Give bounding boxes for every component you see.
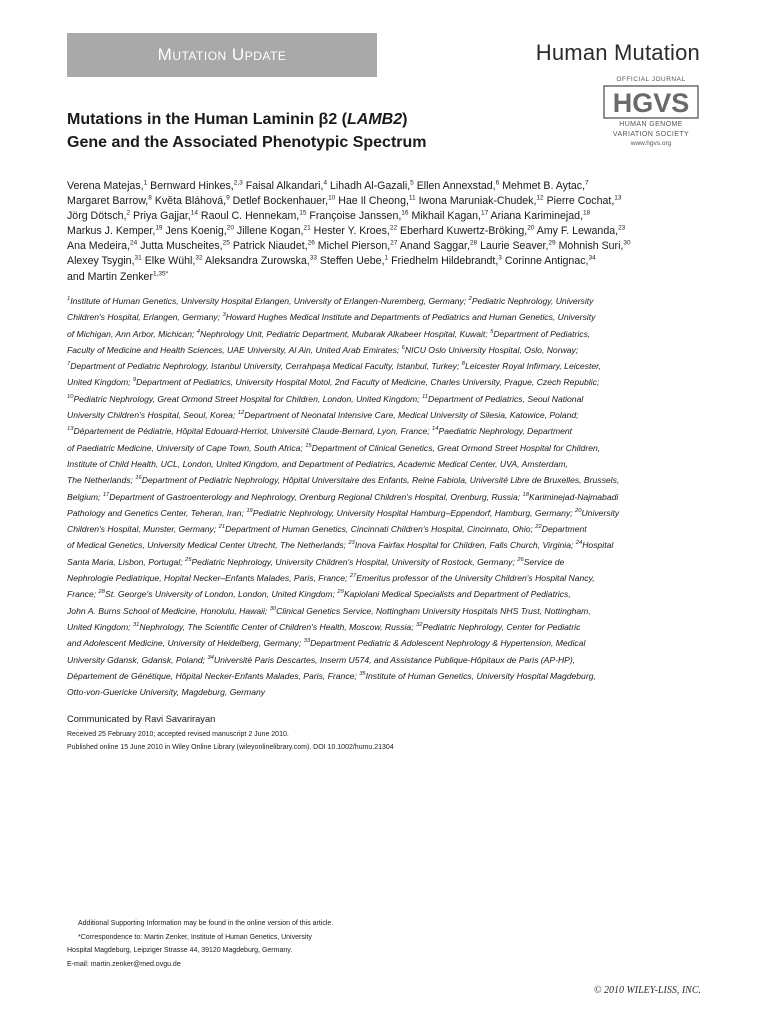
author-name: Ariana Kariminejad, xyxy=(488,210,584,223)
affiliation-text: of Michigan, Ann Arbor, Michican; xyxy=(67,328,197,339)
title-line1-pre: Mutations in the Human Laminin β2 ( xyxy=(67,111,347,128)
author-affiliation-marker: 9 xyxy=(226,194,230,202)
affiliation-text: Children's Hospital, Erlangen, Germany; xyxy=(67,312,223,323)
affiliation-number: 8 xyxy=(461,361,465,368)
author-name: Steffen Uebe, xyxy=(316,255,385,268)
author-name: Verena Matejas, xyxy=(67,180,144,192)
correspondence-line2: Hospital Magdeburg, Leipziger Strasse 44, 39120 Magdeburg, Germany. xyxy=(67,947,293,954)
affiliation-number: 25 xyxy=(185,556,192,563)
author-affiliation-marker: 1 xyxy=(384,254,389,262)
author-affiliation-marker: 31 xyxy=(134,254,142,262)
affiliation-text: Nephrology, The Scientific Center of Children's Health, Moscow, Russia; xyxy=(139,621,416,632)
author-name: Friedhelm Hildebrandt, xyxy=(388,255,499,268)
author-affiliation-marker: 34 xyxy=(588,254,596,262)
author-affiliation-marker: 4 xyxy=(323,179,328,187)
affiliation-text: United Kingdom; xyxy=(67,621,133,632)
author-name: Amy F. Lewanda, xyxy=(534,225,619,238)
affiliation-line xyxy=(67,603,707,619)
affiliation-line xyxy=(67,407,707,423)
author-affiliation-marker: 2 xyxy=(126,209,131,217)
affiliation-number: 13 xyxy=(67,426,74,433)
author-line xyxy=(67,270,707,285)
author-affiliation-marker: 16 xyxy=(401,209,409,217)
affiliation-text: University Gdansk, Gdansk, Poland; xyxy=(67,654,208,665)
affiliation-line xyxy=(67,342,707,358)
affiliation-text: Emeritus professor of the University Children's Hospital Nancy, xyxy=(356,573,595,584)
published-online: Published online 15 June 2010 in Wiley Online Library (wileyonlinelibrary.com). DOI 10.1002/humu.21304 xyxy=(67,743,394,751)
correspondence-email[interactable]: E-mail: martin.zenker@med.ovgu.de xyxy=(67,960,181,968)
correspondence-line1: *Correspondence to: Martin Zenker, Institute of Human Genetics, University xyxy=(78,933,312,941)
affiliation-text: Children's Hospital, Munster, Germany; xyxy=(67,524,219,535)
affiliation-text: Department of Pediatric Nephrology, Hôpital Universitaire des Enfants, Reine Fabiola, Université Libre de Bruxelles, Brussels, xyxy=(141,475,620,486)
affiliation-line xyxy=(67,456,707,472)
affiliation-line xyxy=(67,668,707,684)
affiliation-text: Inova Fairfax Hospital for Children, Falls Church, Virginia; xyxy=(354,540,576,551)
author-affiliation-marker: 19 xyxy=(155,224,163,232)
author-name: Priya Gajjar, xyxy=(130,210,191,223)
affiliation-text: Department xyxy=(541,524,587,535)
affiliation-number: 1 xyxy=(67,296,71,303)
affiliation-number: 34 xyxy=(207,654,214,661)
affiliation-text: Faculty of Medicine and Health Sciences, UAE University, Al Ain, United Arab Emirates; xyxy=(67,344,402,355)
author-affiliation-marker: 5 xyxy=(410,179,414,187)
affiliation-text: Service de xyxy=(523,556,565,567)
author-name: Alexey Tsygin, xyxy=(67,255,135,268)
affiliation-number: 10 xyxy=(67,393,74,400)
journal-name: Human Mutation xyxy=(535,40,700,65)
author-name: Françoise Janssen, xyxy=(306,210,402,223)
author-name: Anand Saggar, xyxy=(397,240,470,253)
affiliation-text: The Netherlands; xyxy=(67,475,136,486)
affiliation-text: Department Pediatric & Adolescent Nephrology & Hypertension, Medical xyxy=(310,638,586,649)
affiliation-text: Howard Hughes Medical Institute and Departments of Pediatrics and Human Genetics, University xyxy=(225,312,596,323)
affiliation-line xyxy=(67,391,707,407)
author-name: Margaret Barrow, xyxy=(67,195,149,208)
author-name: Patrick Niaudet, xyxy=(229,240,308,253)
affiliation-line xyxy=(67,326,707,342)
affiliation-number: 22 xyxy=(535,524,542,531)
supporting-info-note: Additional Supporting Information may be found in the online version of this article. xyxy=(78,920,334,927)
author-affiliation-marker: 14 xyxy=(190,209,198,217)
affiliation-text: Institute of Child Health, UCL, London, United Kingdom, and Department of Pediatrics, Academic Medical Center, UVA, Amsterdam, xyxy=(67,458,568,469)
affiliation-number: 27 xyxy=(349,573,357,580)
title-line2: Gene and the Associated Phenotypic Spectrum xyxy=(67,134,427,151)
author-affiliation-marker: 8 xyxy=(148,194,152,202)
affiliation-text: France; xyxy=(67,589,99,600)
affiliation-number: 21 xyxy=(218,524,226,531)
received-date: Received 25 February 2010; accepted revised manuscript 2 June 2010. xyxy=(67,731,289,738)
affiliation-number: 4 xyxy=(196,328,200,335)
section-banner xyxy=(67,33,377,77)
author-affiliation-marker: 29 xyxy=(548,239,556,247)
logo-society-line1: HUMAN GENOME xyxy=(619,121,683,128)
affiliation-number: 30 xyxy=(269,605,277,612)
affiliation-number: 6 xyxy=(401,345,405,352)
author-name: Mehmet B. Aytac, xyxy=(499,180,586,192)
affiliation-number: 12 xyxy=(237,410,245,417)
affiliation-number: 19 xyxy=(246,508,253,514)
hgvs-logo xyxy=(598,76,704,160)
affiliation-line xyxy=(67,537,707,553)
author-name: Jutta Muscheites, xyxy=(137,240,223,253)
publication-dates xyxy=(67,729,394,754)
author-name: Lihadh Al-Gazali, xyxy=(327,180,411,192)
affiliation-line xyxy=(67,374,707,390)
affiliation-number: 29 xyxy=(337,589,344,596)
author-name: Pierre Cochat, xyxy=(543,195,615,208)
affiliation-number: 16 xyxy=(135,475,142,482)
affiliation-line xyxy=(67,358,707,374)
author-name: Jens Koenig, xyxy=(162,225,227,238)
affiliation-number: 11 xyxy=(422,393,429,400)
affiliation-line xyxy=(67,554,707,570)
affiliation-number: 18 xyxy=(522,491,529,498)
affiliation-text: Department of Gastroenterology and Nephrology, Orenburg Regional Children's Hospital, Orenburg, Russia; xyxy=(109,491,523,502)
affiliation-text: Santa Maria, Lisbon, Portugal; xyxy=(67,556,185,567)
affiliation-text: Pathology and Genetics Center, Teheran, Iran; xyxy=(67,507,247,518)
author-affiliation-marker: 15 xyxy=(299,209,307,217)
affiliation-text: Pediatric Nephrology, University Hospital Hamburg–Eppendorf, Hamburg, Germany; xyxy=(252,507,576,518)
author-line xyxy=(67,179,707,194)
affiliation-text: Pediatric Nephrology, Center for Pediatric xyxy=(422,621,581,632)
author-affiliation-marker: 23 xyxy=(618,224,626,232)
author-name: Mikhail Kagan, xyxy=(408,210,481,223)
affiliation-text: Hospital xyxy=(582,540,614,551)
copyright: © 2010 WILEY-LISS, INC. xyxy=(593,985,701,996)
affiliation-number: 24 xyxy=(575,540,583,547)
affiliation-line xyxy=(67,489,707,505)
author-name: Bernward Hinkes, xyxy=(147,180,234,192)
affiliation-number: 23 xyxy=(348,540,355,547)
affiliation-line xyxy=(67,505,707,521)
affiliation-number: 31 xyxy=(132,622,140,629)
affiliation-line xyxy=(67,293,707,309)
title-gene: LAMB2 xyxy=(347,111,403,128)
affiliation-text: Institute of Human Genetics, University Hospital Magdeburg, xyxy=(365,670,596,681)
author-name: Iwona Maruniak-Chudek, xyxy=(415,195,537,208)
affiliation-line xyxy=(67,440,707,456)
author-line xyxy=(67,224,707,239)
affiliation-line xyxy=(67,472,707,488)
author-affiliation-marker: 20 xyxy=(527,224,535,232)
affiliation-text: of Medical Genetics, University Medical Center Utrecht, The Netherlands; xyxy=(67,540,349,551)
affiliation-line xyxy=(67,684,707,700)
affiliation-text: University xyxy=(581,507,620,518)
author-name: Elke Wühl, xyxy=(141,255,196,268)
author-affiliation-marker: 27 xyxy=(390,239,398,247)
affiliation-number: 3 xyxy=(222,312,226,319)
author-name: Jillene Kogan, xyxy=(233,225,304,238)
affiliation-text: Department of Neonatal Intensive Care, Medical University of Silesia, Katowice, Poland; xyxy=(244,410,579,421)
affiliation-text: Pediatric Nephrology, University Children's Hospital, University of Rostock, Germany; xyxy=(191,556,518,567)
author-name: Detlef Bockenhauer, xyxy=(229,195,329,208)
affiliation-text: Department of Pediatrics, Seoul National xyxy=(428,393,584,404)
author-affiliation-marker: 32 xyxy=(195,254,203,262)
author-affiliation-marker: 21 xyxy=(303,224,311,232)
affiliation-line xyxy=(67,652,707,668)
author-line xyxy=(67,254,707,269)
affiliation-text: Paediatric Nephrology, Department xyxy=(438,426,573,437)
affiliation-text: Leicester Royal Infirmary, Leicester, xyxy=(464,361,601,372)
affiliation-text: Otto-von-Guericke University, Magdeburg, Germany xyxy=(67,687,266,698)
author-affiliation-marker: 20 xyxy=(226,224,234,232)
affiliation-number: 7 xyxy=(67,361,71,368)
author-line xyxy=(67,209,707,224)
affiliation-text: Kapiolani Medical Specialists and Department of Pediatrics, xyxy=(343,589,571,600)
author-affiliation-marker: 10 xyxy=(328,194,336,202)
author-name: Laurie Seaver, xyxy=(477,240,549,253)
author-affiliation-marker: 33 xyxy=(309,254,317,262)
author-affiliation-marker: 3 xyxy=(498,254,502,262)
affiliation-text: Belgium; xyxy=(67,491,103,502)
author-affiliation-marker: 11 xyxy=(408,194,416,202)
affiliation-number: 17 xyxy=(102,491,110,498)
author-name: Corinne Antignac, xyxy=(501,255,589,268)
author-affiliation-marker: 25 xyxy=(222,239,230,247)
affiliation-text: Department of Pediatrics, University Hospital Motol, 2nd Faculty of Medicine, Charles University, Prague, Czech Republic; xyxy=(136,377,600,388)
author-name: Hester Y. Kroes, xyxy=(310,225,390,238)
affiliation-number: 28 xyxy=(98,589,105,596)
affiliation-text: Nephrology Unit, Pediatric Department, Mubarak Alkabeer Hospital, Kuwait; xyxy=(200,328,491,339)
author-name: Mohnish Suri, xyxy=(555,240,624,253)
affiliation-line xyxy=(67,619,707,635)
author-affiliation-marker: 1 xyxy=(143,179,148,187)
author-affiliation-marker: 6 xyxy=(495,179,500,187)
affiliation-number: 9 xyxy=(132,377,137,384)
author-affiliation-marker: 26 xyxy=(307,239,315,247)
affiliation-line xyxy=(67,423,707,439)
author-name: Ana Medeira, xyxy=(67,240,131,253)
hgvs-logo-icon xyxy=(603,85,699,119)
affiliation-text: Pediatric Nephrology, Great Ormond Street Hospital for Children, London, United Kingdom; xyxy=(73,393,422,404)
affiliation-text: Département de Génétique, Hôpital Necker-Enfants Malades, Paris, France; xyxy=(67,670,360,681)
affiliation-text: Department of Pediatric Nephrology, Istanbul University, Cerrahpaşa Medical Faculty, Istanbul, Turkey; xyxy=(70,361,462,372)
author-affiliation-marker: 22 xyxy=(389,224,398,232)
author-line xyxy=(67,239,707,254)
affiliation-text: Département de Pédiatrie, Hôpital Edouard-Herriot, Université Claude-Bernard, Lyon, France; xyxy=(73,426,433,437)
affiliation-number: 26 xyxy=(517,556,524,563)
affiliation-text: of Paediatric Medicine, University of Cape Town, South Africa; xyxy=(67,442,306,453)
affiliation-text: Clinical Genetics Service, Nottingham University Hospitals NHS Trust, Nottingham, xyxy=(276,605,591,616)
author-line xyxy=(67,194,707,209)
logo-official-label: OFFICIAL JOURNAL xyxy=(616,76,686,83)
author-name: Markus J. Kemper, xyxy=(67,225,156,238)
affiliation-number: 2 xyxy=(468,296,472,303)
author-affiliation-marker: 7 xyxy=(585,179,589,187)
logo-society-line2: VARIATION SOCIETY xyxy=(612,131,690,138)
affiliation-line xyxy=(67,635,707,651)
author-affiliation-marker: 12 xyxy=(536,194,544,202)
author-name: Aleksandra Zurowska, xyxy=(202,255,310,268)
author-affiliation-marker: 30 xyxy=(623,239,631,247)
affiliation-text: Pediatric Nephrology, University xyxy=(471,296,594,306)
logo-mark-text: HGVS xyxy=(612,88,690,118)
affiliation-number: 32 xyxy=(415,622,423,629)
footnotes xyxy=(67,917,467,971)
title-line1-post: ) xyxy=(402,111,408,128)
affiliation-number: 20 xyxy=(575,508,582,514)
affiliation-text: Department of Pediatrics, xyxy=(493,328,591,339)
affiliation-text: Nephrologie Pediatrique, Hopital Necker–Enfants Malades, Paris, France; xyxy=(67,573,350,584)
affiliation-line xyxy=(67,521,707,537)
affiliation-text: Department of Clinical Genetics, Great Ormond Street Hospital for Children, xyxy=(311,442,601,453)
author-affiliation-marker: 13 xyxy=(614,194,622,202)
logo-url: www.hgvs.org xyxy=(630,140,672,147)
section-label: Mutation Update xyxy=(157,45,287,64)
author-affiliation-marker: 24 xyxy=(130,239,138,247)
affiliation-number: 33 xyxy=(303,638,311,645)
author-affiliation-marker: 18 xyxy=(583,209,591,217)
affiliation-number: 14 xyxy=(432,426,439,433)
author-affiliation-marker: 28 xyxy=(469,239,478,247)
affiliation-line xyxy=(67,309,707,325)
author-name: Hae Il Cheong, xyxy=(335,195,409,208)
communicated-by: Communicated by Ravi Savarirayan xyxy=(67,714,216,724)
affiliation-number: 15 xyxy=(305,442,312,449)
affiliation-text: University Children's Hospital, Seoul, Korea; xyxy=(67,410,238,421)
author-name: Ellen Annexstad, xyxy=(413,180,496,192)
author-affiliation-marker: 17 xyxy=(480,209,489,217)
author-list xyxy=(67,179,707,285)
affiliation-text: and Adolescent Medicine, University of Heidelberg, Germany; xyxy=(67,638,304,649)
affiliation-text: John A. Burns School of Medicine, Honolulu, Hawaii; xyxy=(67,605,270,616)
author-name: Faisal Alkandari, xyxy=(242,180,324,192)
author-name: Raoul C. Hennekam, xyxy=(197,210,300,223)
affiliation-text: Kariminejad-Najmabadi xyxy=(528,491,619,502)
affiliation-text: Department of Human Genetics, Cincinnati Children's Hospital, Cincinnato, Ohio; xyxy=(225,524,536,535)
author-affiliation-marker: 2,3 xyxy=(233,179,243,187)
author-affiliation-marker: 1,35* xyxy=(152,270,169,278)
affiliation-number: 35 xyxy=(359,670,366,677)
affiliation-number: 5 xyxy=(490,328,494,335)
affiliation-text: United Kingdom; xyxy=(67,377,133,388)
affiliation-text: St. George's University of London, London, United Kingdom; xyxy=(104,589,338,600)
affiliation-list xyxy=(67,293,707,700)
affiliation-text: Université Paris Descartes, Inserm U574, and Assistance Publique-Hôpitaux de Paris (AP-HP), xyxy=(213,654,576,665)
article-title xyxy=(67,108,567,154)
author-name: Květa Bláhová, xyxy=(151,195,227,208)
affiliation-line xyxy=(67,586,707,602)
affiliation-text: NICU Oslo University Hospital, Oslo, Norway; xyxy=(404,344,579,355)
author-name: and Martin Zenker xyxy=(67,270,153,283)
author-name: Jörg Dötsch, xyxy=(67,210,127,223)
author-name: Michel Pierson, xyxy=(314,240,391,253)
affiliation-text: Institute of Human Genetics, University Hospital Erlangen, University of Erlangen-Nuremberg, Germany; xyxy=(70,296,469,306)
author-name: Eberhard Kuwertz-Bröking, xyxy=(397,225,528,238)
affiliation-line xyxy=(67,570,707,586)
